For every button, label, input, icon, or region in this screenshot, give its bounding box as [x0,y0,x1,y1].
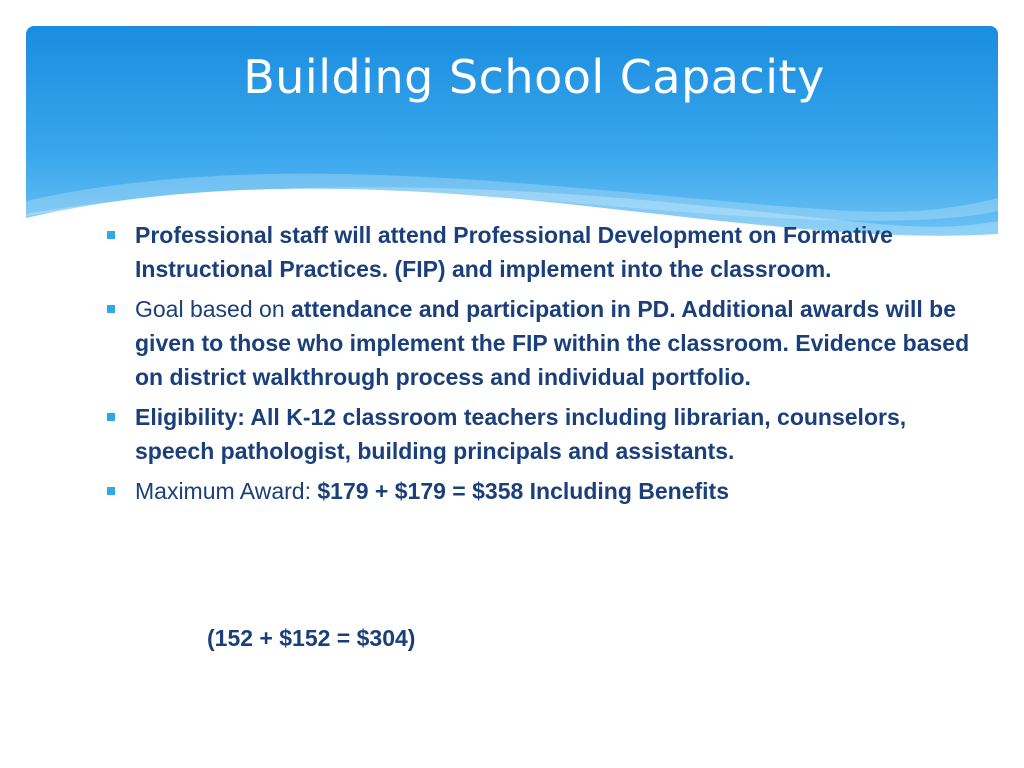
bullet-text-normal: Goal based on [135,296,292,322]
award-sub-line: (152 + $152 = $304) [207,625,416,651]
bullet-text-bold: Eligibility: All K-12 classroom teachers including librarian, counselors, speech pathologist, building principals and assistants. [135,404,907,464]
bullet-text-bold: attendance and participation in PD. Additional awards will be given to those who implement the FIP within the classroom. Evidence based on district walkthrough process and individual portfolio. [135,296,970,390]
square-bullet-icon [107,231,115,239]
square-bullet-icon [107,305,115,313]
bullet-list [104,218,984,514]
bullet-text-normal: Maximum Award: [135,478,318,504]
bullet-item [104,474,984,508]
bullet-item [104,400,984,468]
square-bullet-icon [107,413,115,421]
bullet-text-bold: Professional staff will attend Professional Development on Formative Instructional Practices. (FIP) and implement into the classroom. [135,222,893,282]
bullet-item [104,218,984,286]
slide-title: Building School Capacity [243,50,825,104]
square-bullet-icon [107,487,115,495]
bullet-item [104,292,984,394]
bullet-text-bold: $179 + $179 = $358 Including Benefits [317,478,730,504]
